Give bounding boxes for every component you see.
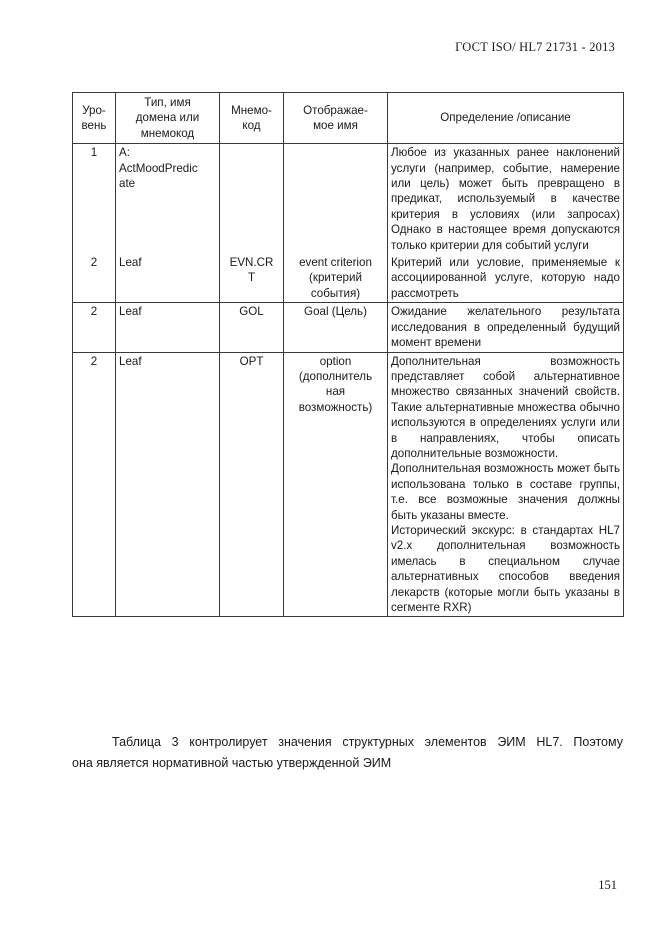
- table-row: [73, 254, 624, 303]
- cell-definition: Любое из указанных ранее наклонений услуги (например, событие, намерение или цель) может быть превращено в предикат, используемый в качестве критерия в условиях (или запросах) Однако в настоящее время допускаются только критерии для событий услуги: [388, 144, 624, 254]
- cell-display: [284, 144, 388, 254]
- definition-paragraph: Дополнительная возможность представляет собой альтернативное множество связанных значений свойств. Такие альтернативные множества обычно используются в определениях услуги или в направлениях, чтобы описать дополнительные возможности.: [391, 354, 620, 460]
- mood-table: [72, 92, 624, 617]
- table-header-row: [73, 93, 624, 144]
- cell-level: 2: [73, 352, 116, 617]
- cell-type: Leaf: [116, 254, 220, 303]
- cell-definition: Ожидание желательного результата исследования в определенный будущий момент времени: [388, 303, 624, 352]
- cell-definition: Критерий или условие, применяемые к ассоциированной услуге, которую надо рассмотреть: [388, 254, 624, 303]
- table-row: [73, 352, 624, 617]
- cell-type: Leaf: [116, 352, 220, 617]
- cell-type: Leaf: [116, 303, 220, 352]
- body-paragraph: [72, 732, 623, 774]
- definition-paragraph: Дополнительная возможность может быть использована только в составе группы, т.е. все возможные значения должны быть указаны вместе.: [391, 462, 620, 522]
- header-mnemo: Мнемо- код: [220, 93, 284, 144]
- cell-definition: [388, 352, 624, 617]
- cell-mnemo: [220, 144, 284, 254]
- paragraph-line-2: она является нормативной частью утвержденной ЭИМ: [72, 756, 392, 770]
- cell-display: Goal (Цель): [284, 303, 388, 352]
- definition-paragraph: Исторический экскурс: в стандартах HL7 v2.x дополнительная возможность имелась в специальном случае альтернативных способов введения лекарств (которые могли быть указаны в сегменте RXR): [391, 523, 620, 614]
- cell-level: 1: [73, 144, 116, 254]
- page-number: 151: [598, 878, 617, 892]
- document-header: ГОСТ ISO/ HL7 21731 - 2013: [455, 40, 615, 54]
- header-definition: Определение /описание: [388, 93, 624, 144]
- cell-mnemo: OPT: [220, 352, 284, 617]
- paragraph-line-1: Таблица 3 контролирует значения структурных элементов ЭИМ HL7. Поэтому: [112, 735, 623, 749]
- cell-display: option (дополнитель ная возможность): [284, 352, 388, 617]
- cell-type: A: ActMoodPredic ate: [116, 144, 220, 254]
- cell-mnemo: EVN.CR T: [220, 254, 284, 303]
- cell-mnemo: GOL: [220, 303, 284, 352]
- cell-level: 2: [73, 254, 116, 303]
- table-row: [73, 144, 624, 254]
- header-level: Уро- вень: [73, 93, 116, 144]
- header-display: Отображае- мое имя: [284, 93, 388, 144]
- cell-display: event criterion (критерий события): [284, 254, 388, 303]
- header-type: Тип, имя домена или мнемокод: [116, 93, 220, 144]
- cell-level: 2: [73, 303, 116, 352]
- table-row: [73, 303, 624, 352]
